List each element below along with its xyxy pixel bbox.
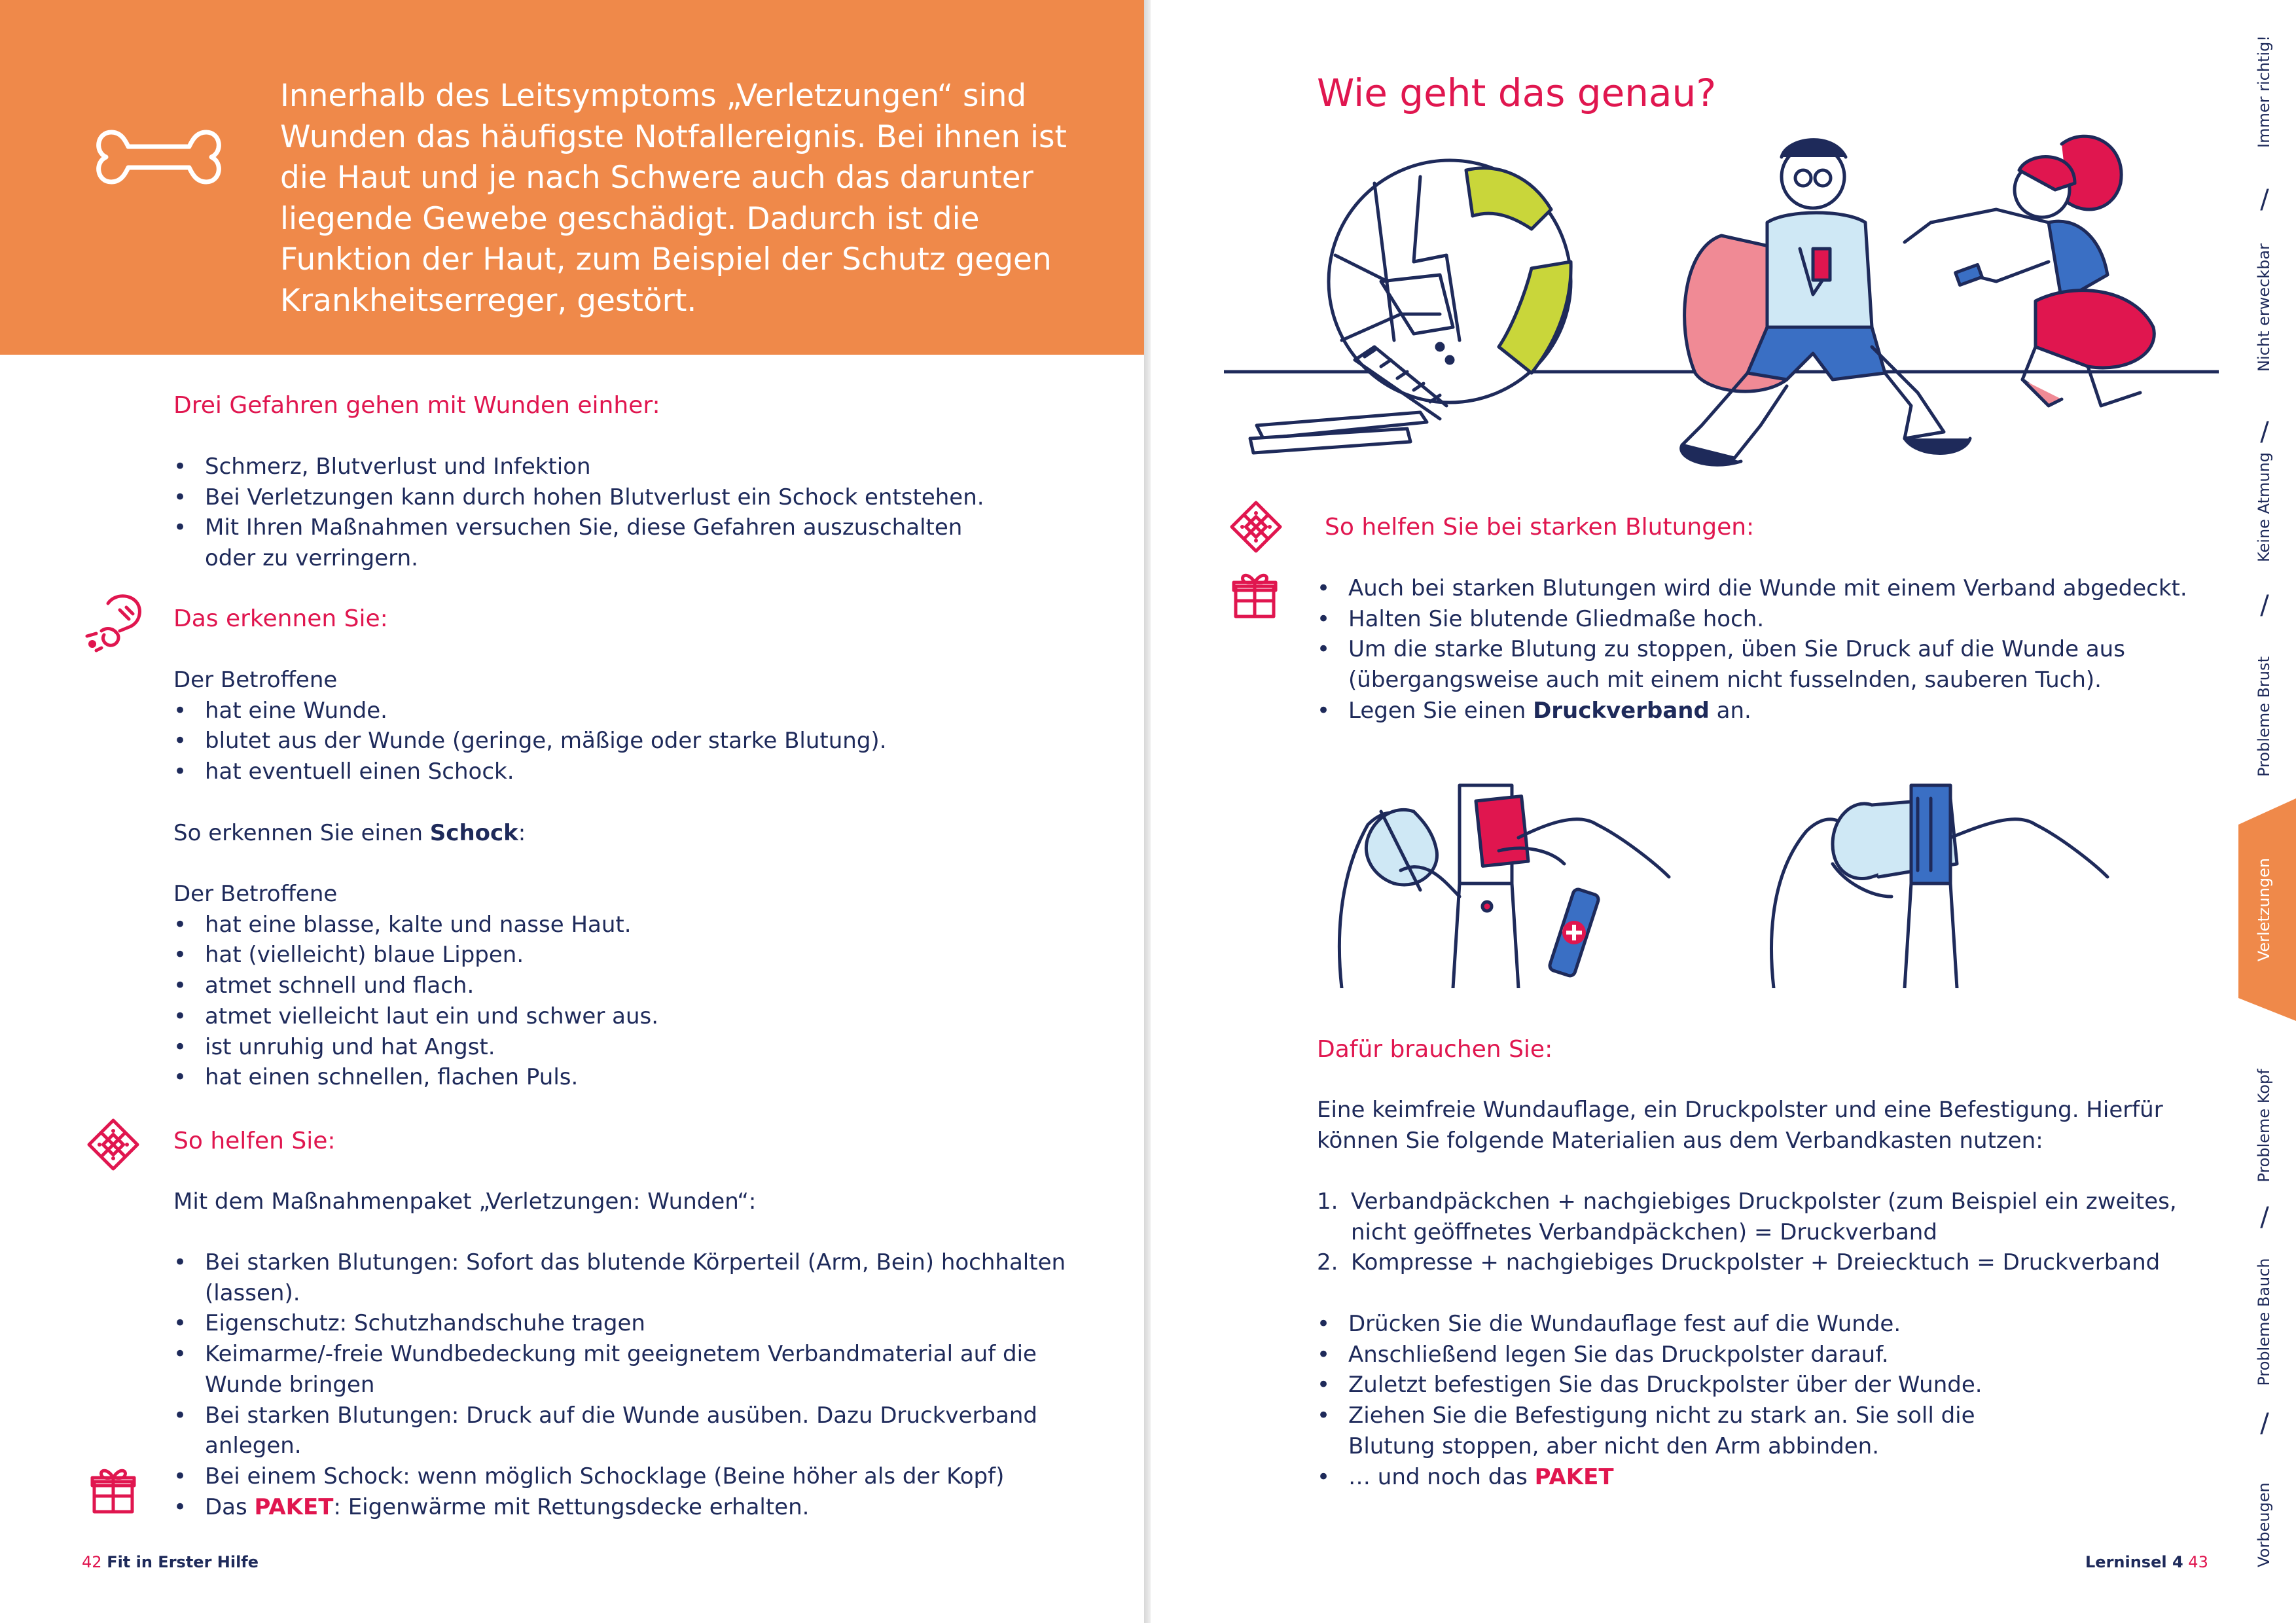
- intro-box: [0, 0, 1145, 355]
- nav-tab-vorbeugen[interactable]: [2232, 1466, 2296, 1584]
- nav-tab-keine-atmung[interactable]: [2232, 438, 2296, 576]
- intro-text: Innerhalb des Leitsymptoms „Verletzungen“ sind Wunden das häufigste Notfallereignis. Bei ihnen ist die Haut und je nach Schwere auch das darunter liegende Gewebe geschädigt. Dadurch ist die Funktion der Haut, zum Beispiel der Schutz gegen Krankheitserreger, gestört.: [280, 78, 1067, 319]
- bone-icon: [92, 124, 226, 190]
- list-item: [1317, 696, 2227, 726]
- dangers-list: [173, 452, 1070, 574]
- bleeding-last-suffix: an.: [1709, 697, 1751, 724]
- nav-tab-label: Probleme Brust: [2255, 656, 2273, 777]
- shock-intro: Der Betroffene: [173, 881, 338, 907]
- nav-separator: /: [2260, 1202, 2269, 1232]
- nav-tab-probleme-brust[interactable]: [2232, 638, 2296, 795]
- recognize-list: [173, 696, 1070, 787]
- list-item: • Anschließend legen Sie das Druckpolster darauf.: [1317, 1340, 2089, 1370]
- nav-tab-label: Nicht erweckbar: [2255, 243, 2273, 372]
- list-item: • hat eine blasse, kalte und nasse Haut.: [173, 910, 1070, 940]
- numbered-item: [1317, 1186, 2227, 1247]
- list-item: • Bei Verletzungen kann durch hohen Blutverlust ein Schock entstehen.: [173, 482, 1070, 513]
- nav-separator: /: [2260, 417, 2269, 447]
- list-item: • Bei starken Blutungen: Sofort das blutende Körperteil (Arm, Bein) hochhalten (lassen).: [173, 1247, 1070, 1308]
- list-item: • Drücken Sie die Wundauflage fest auf die Wunde.: [1317, 1309, 2089, 1340]
- bandage-application-illustration-1: [1329, 766, 1682, 988]
- list-item: • Keimarme/-freie Wundbedeckung mit geeignetem Verbandmaterial auf die Wunde bringen: [173, 1339, 1070, 1400]
- list-item: [173, 1492, 1070, 1523]
- bandage-icon: [1228, 499, 1284, 555]
- need-numbered-list: [1317, 1186, 2227, 1278]
- shock-prefix: So erkennen Sie einen: [173, 820, 430, 846]
- steps-list: [1317, 1309, 2089, 1492]
- list-item: • Auch bei starken Blutungen wird die Wunde mit einem Verband abgedeckt.: [1317, 573, 2227, 604]
- item-text: Kompresse + nachgiebiges Druckpolster + Dreiecktuch = Druckverband: [1351, 1249, 2161, 1276]
- left-page: [0, 0, 1145, 1623]
- footer-right: [2085, 1553, 2208, 1571]
- nav-tab-label: Keine Atmung: [2255, 452, 2273, 563]
- nav-tab-label: Probleme Bauch: [2255, 1258, 2273, 1386]
- list-item: • Schmerz, Blutverlust und Infektion: [173, 452, 1070, 482]
- list-item: • Mit Ihren Maßnahmen versuchen Sie, diese Gefahren auszuschalten oder zu verringern.: [173, 512, 971, 573]
- bleeding-scene-illustration: [1224, 131, 2219, 484]
- nav-separator: /: [2260, 185, 2269, 215]
- bandage-icon: [85, 1116, 141, 1173]
- list-item: • Ziehen Sie die Befestigung nicht zu stark an. Sie soll die Blutung stoppen, aber nicht den Arm abbinden.: [1317, 1400, 2036, 1461]
- page-number: 42: [82, 1553, 102, 1571]
- nav-tab-probleme-bauch[interactable]: [2232, 1243, 2296, 1400]
- list-item: [1317, 1462, 2089, 1493]
- shock-heading-line: [173, 818, 1070, 849]
- list-item: • ist unruhig und hat Angst.: [173, 1032, 1070, 1063]
- list-item: • hat (vielleicht) blaue Lippen.: [173, 940, 1070, 971]
- list-item: • blutet aus der Wunde (geringe, mäßige oder starke Blutung).: [173, 726, 1070, 757]
- dangers-heading: Drei Gefahren gehen mit Wunden einher:: [173, 392, 660, 419]
- help-intro: Mit dem Maßnahmenpaket „Verletzungen: Wunden“:: [173, 1188, 757, 1215]
- nav-tab-label: Verletzungen: [2255, 857, 2273, 962]
- shock-block: [173, 879, 1070, 1093]
- list-item: • Um die starke Blutung zu stoppen, üben Sie Druck auf die Wunde aus (übergangsweise auch mit einem nicht fusselnden, sauberen Tuch).: [1317, 634, 2227, 695]
- page-title: Wie geht das genau?: [1317, 71, 1717, 115]
- item-number: 2.: [1317, 1249, 1338, 1276]
- injury-recognize-icon: [82, 590, 147, 652]
- nav-tab-label: Vorbeugen: [2255, 1482, 2273, 1567]
- nav-tab-probleme-kopf[interactable]: [2232, 1047, 2296, 1204]
- list-item: • Bei einem Schock: wenn möglich Schocklage (Beine höher als der Kopf): [173, 1461, 1070, 1492]
- bandage-application-illustration-2: [1761, 766, 2114, 988]
- recognize-block: [173, 665, 1070, 787]
- help-list: [173, 1247, 1070, 1522]
- help-heading: So helfen Sie:: [173, 1128, 336, 1154]
- help-last-suffix: : Eigenwärme mit Rettungsdecke erhalten.: [333, 1493, 810, 1520]
- paket-bold: PAKET: [1534, 1463, 1614, 1490]
- item-text: Verbandpäckchen + nachgiebiges Druckpolster (zum Beispiel ein zweites, nicht geöffnetes Verbandpäckchen) = Druckverband: [1351, 1188, 2177, 1245]
- bleeding-last-prefix: Legen Sie einen: [1348, 697, 1534, 724]
- list-item: • Eigenschutz: Schutzhandschuhe tragen: [173, 1308, 1070, 1339]
- numbered-item: [1317, 1247, 2227, 1278]
- list-item: • atmet schnell und flach.: [173, 971, 1070, 1001]
- footer-title: Fit in Erster Hilfe: [107, 1553, 259, 1571]
- help-last-prefix: Das: [205, 1493, 255, 1520]
- recognize-intro: Der Betroffene: [173, 667, 338, 693]
- list-item: • atmet vielleicht laut ein und schwer aus.: [173, 1001, 1070, 1032]
- need-intro: Eine keimfreie Wundauflage, ein Druckpolster und eine Befestigung. Hierfür können Sie folgende Materialien aus dem Verbandkasten nutzen:: [1317, 1097, 2163, 1154]
- list-item: • Zuletzt befestigen Sie das Druckpolster über der Wunde.: [1317, 1370, 2089, 1400]
- nav-tab-label: Probleme Kopf: [2255, 1069, 2273, 1183]
- bleeding-heading: So helfen Sie bei starken Blutungen:: [1325, 514, 1755, 541]
- item-number: 1.: [1317, 1188, 1338, 1215]
- footer-title: Lerninsel 4: [2085, 1553, 2183, 1571]
- druckverband-bold: Druckverband: [1533, 697, 1710, 724]
- gift-package-icon: [90, 1463, 136, 1516]
- nav-tab-immer-richtig[interactable]: [2232, 26, 2296, 157]
- nav-separator: /: [2260, 590, 2269, 620]
- page-number: 43: [2188, 1553, 2208, 1571]
- list-item: • hat eine Wunde.: [173, 696, 1070, 726]
- shock-list: [173, 910, 1070, 1093]
- list-item: • Bei starken Blutungen: Druck auf die Wunde ausüben. Dazu Druckverband anlegen.: [173, 1400, 1070, 1461]
- shock-suffix: :: [518, 820, 526, 846]
- nav-tab-verletzungen[interactable]: [2232, 831, 2296, 988]
- paket-bold: PAKET: [254, 1493, 334, 1520]
- shock-bold: Schock: [429, 820, 518, 846]
- need-heading: Dafür brauchen Sie:: [1317, 1036, 1553, 1063]
- recognize-heading: Das erkennen Sie:: [173, 605, 388, 632]
- list-item: • hat eventuell einen Schock.: [173, 757, 1070, 787]
- footer-left: [82, 1553, 259, 1571]
- list-item: • hat einen schnellen, flachen Puls.: [173, 1062, 1070, 1093]
- list-item: • Halten Sie blutende Gliedmaße hoch.: [1317, 604, 2227, 635]
- steps-last-prefix: … und noch das: [1348, 1463, 1535, 1490]
- nav-tab-nicht-erweckbar[interactable]: [2232, 226, 2296, 389]
- nav-separator: /: [2260, 1408, 2269, 1438]
- nav-tab-label: Immer richtig!: [2255, 35, 2273, 148]
- bleeding-list: [1317, 573, 2227, 726]
- gift-package-icon: [1232, 568, 1278, 620]
